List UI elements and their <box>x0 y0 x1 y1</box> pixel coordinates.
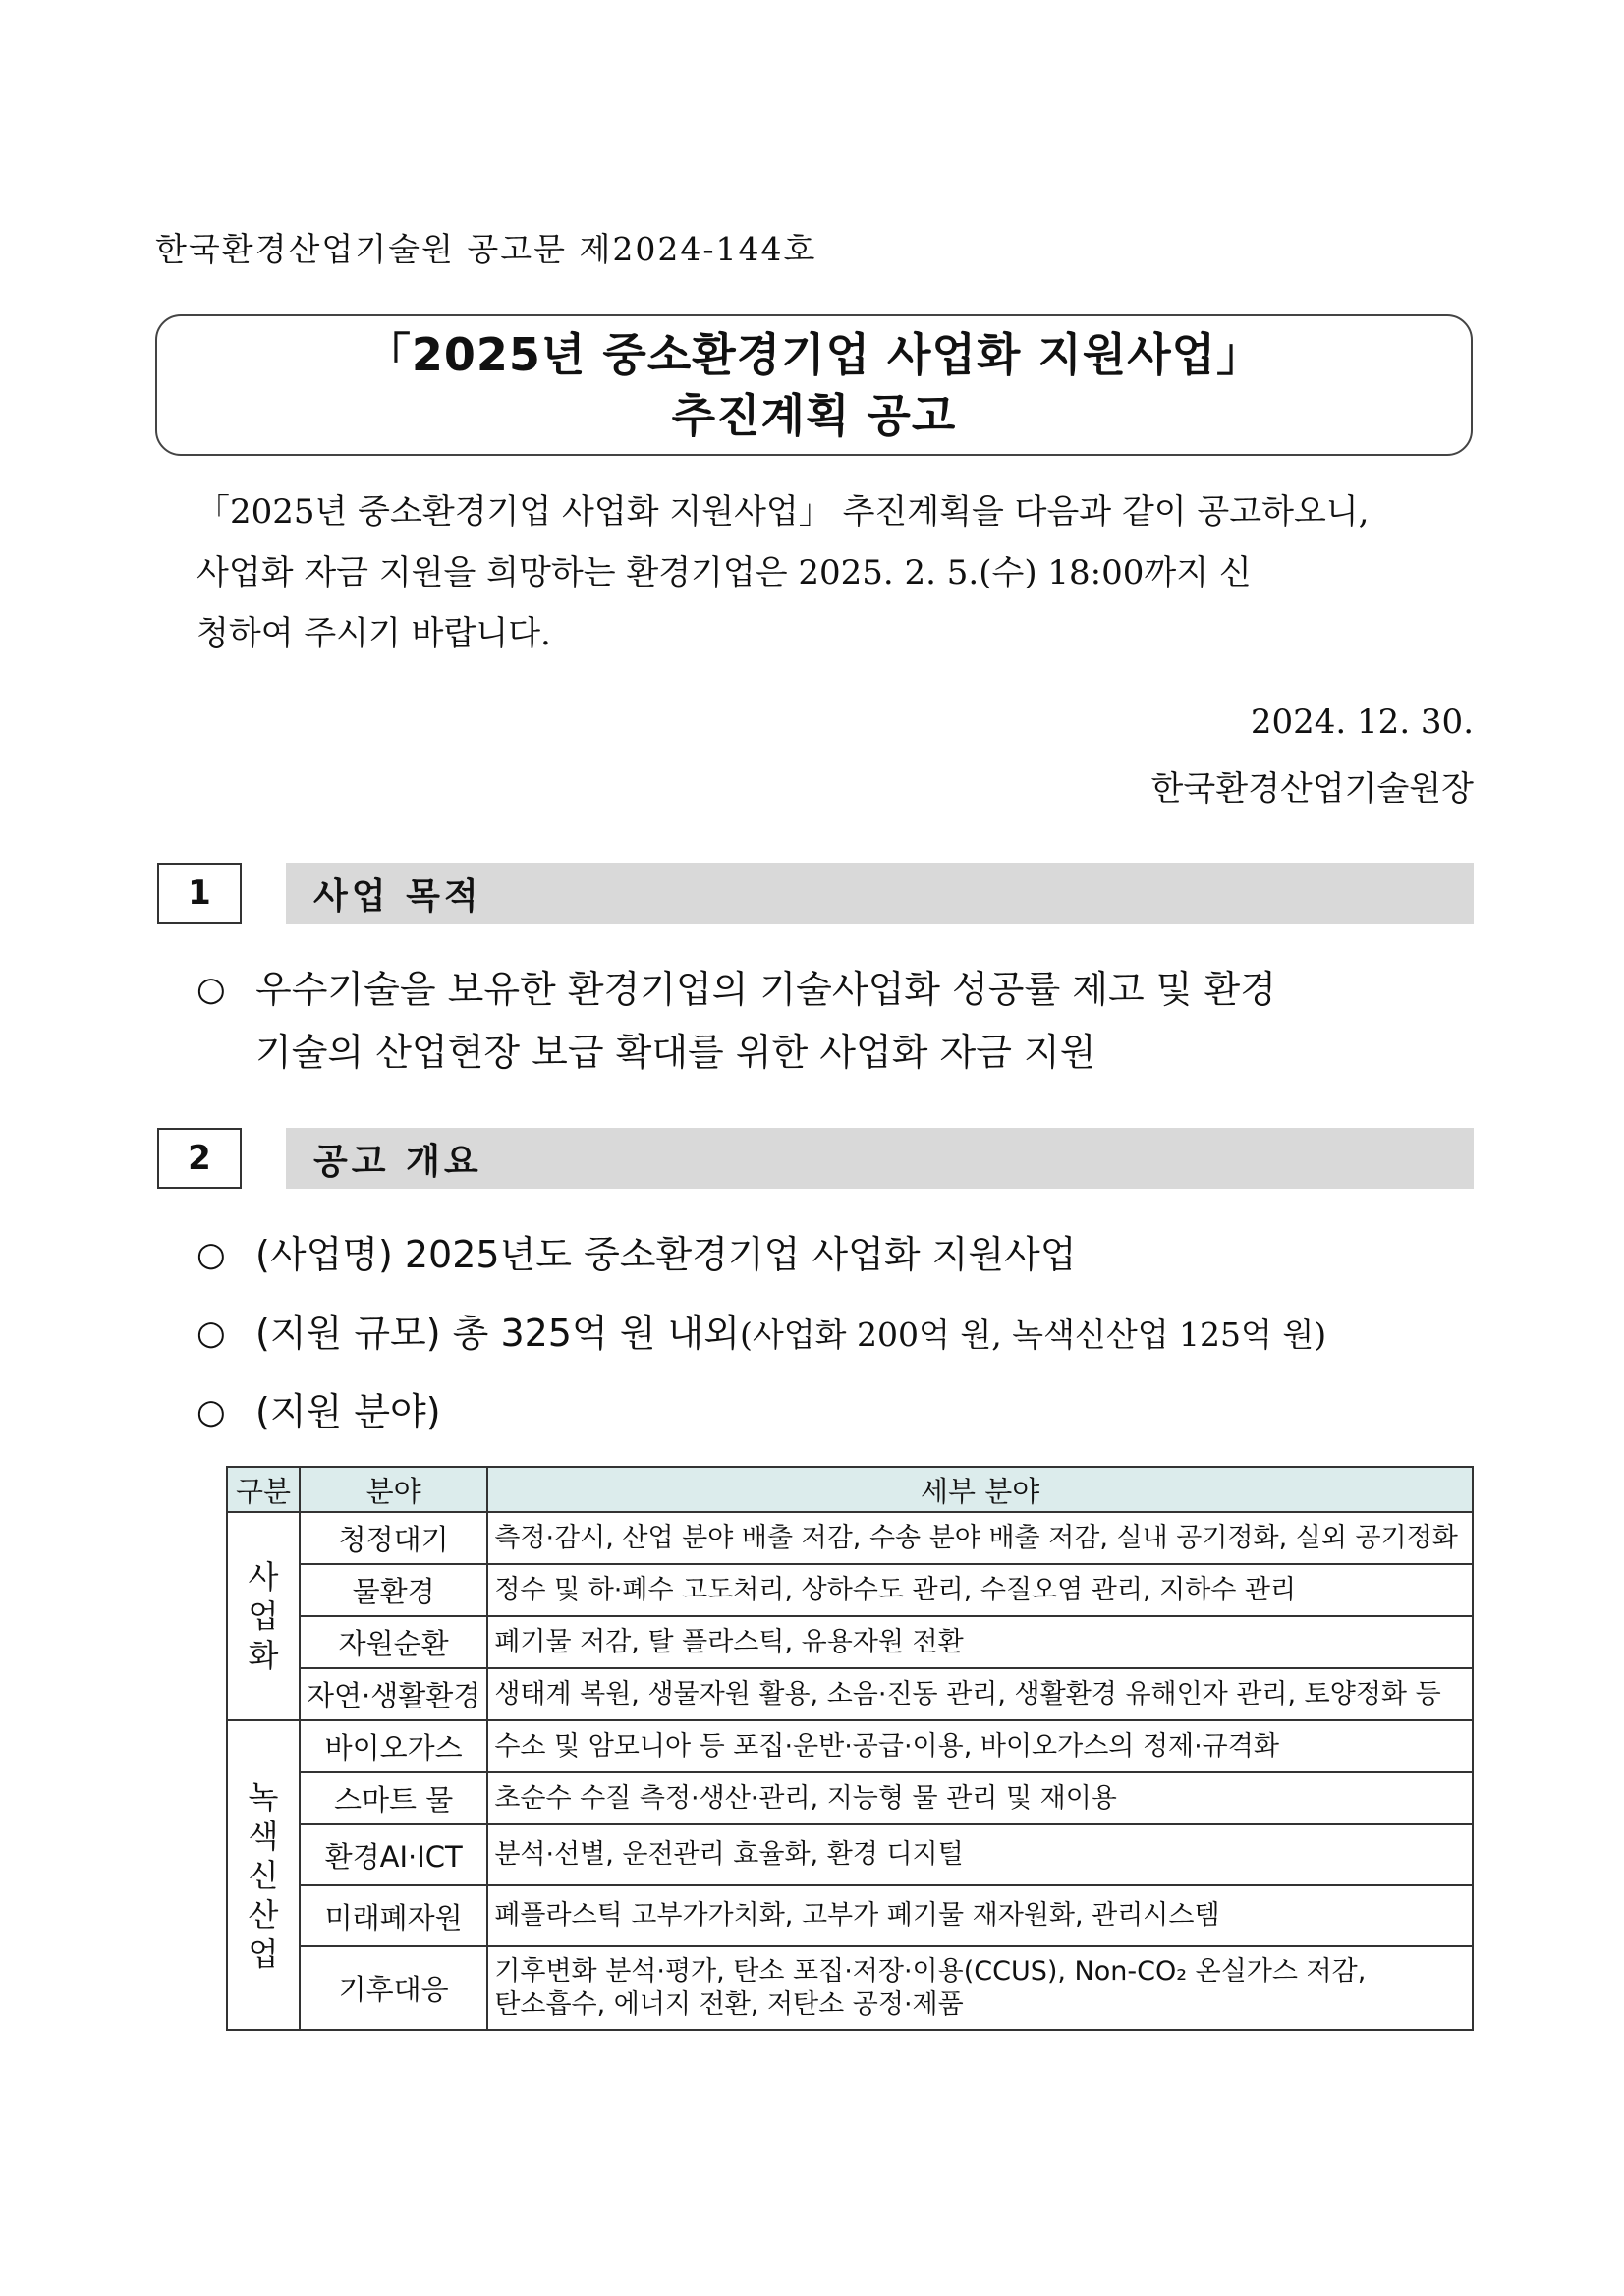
bullet-item <box>196 958 1474 1084</box>
group-char: 산 <box>248 1895 279 1933</box>
section-2-title: 공고 개요 <box>286 1128 1474 1189</box>
field-cell: 기후대응 <box>300 1946 487 2030</box>
table-row <box>227 1885 1473 1946</box>
detail-cell: 생태계 복원, 생물자원 활용, 소음·진동 관리, 생활환경 유해인자 관리, 토양정화 등 <box>487 1668 1473 1720</box>
notice-date: 2024. 12. 30. <box>1250 702 1474 742</box>
group-commercialization <box>227 1512 300 1720</box>
support-scale-note: (사업화 200억 원, 녹색신산업 125억 원) <box>739 1316 1327 1354</box>
detail-cell: 정수 및 하·폐수 고도처리, 상하수도 관리, 수질오염 관리, 지하수 관리 <box>487 1564 1473 1616</box>
section-2-bullets <box>196 1223 1474 1449</box>
support-field-table <box>226 1466 1474 2031</box>
support-field-label: (지원 분야) <box>255 1390 441 1433</box>
detail-line-2: 탄소흡수, 에너지 전환, 저탄소 공정·제품 <box>494 1988 964 2020</box>
purpose-line-2: 기술의 산업현장 보급 확대를 위한 사업화 자금 지원 <box>255 1031 1096 1074</box>
group-char: 색 <box>248 1817 279 1855</box>
support-scale-value: 총 325억 원 내외 <box>452 1312 740 1355</box>
issuer-name: 한국환경산업기술원장 <box>1150 769 1474 809</box>
field-cell: 미래폐자원 <box>300 1885 487 1946</box>
detail-cell: 분석·선별, 운전관리 효율화, 환경 디지털 <box>487 1824 1473 1885</box>
business-name-value: 2025년도 중소환경기업 사업화 지원사업 <box>404 1233 1077 1276</box>
table-row <box>227 1824 1473 1885</box>
field-cell: 청정대기 <box>300 1512 487 1564</box>
group-char: 업 <box>248 1597 279 1635</box>
section-1-number: 1 <box>157 863 242 924</box>
intro-paragraph <box>196 481 1474 664</box>
table-row <box>227 1512 1473 1564</box>
group-char: 녹 <box>248 1777 279 1816</box>
notice-number: 한국환경산업기술원 공고문 제2024-144호 <box>155 230 817 268</box>
purpose-line-1: 우수기술을 보유한 환경기업의 기술사업화 성공률 제고 및 환경 <box>255 968 1276 1011</box>
table-header-row <box>227 1467 1473 1512</box>
title-box <box>155 314 1473 456</box>
bullet-circle-icon: ○ <box>196 1392 226 1431</box>
header-detail: 세부 분야 <box>487 1467 1473 1512</box>
bullet-circle-icon: ○ <box>196 1314 226 1353</box>
detail-cell: 수소 및 암모니아 등 포집·운반·공급·이용, 바이오가스의 정제·규격화 <box>487 1720 1473 1772</box>
detail-line-1: 기후변화 분석·평가, 탄소 포집·저장·이용(CCUS), Non-CO₂ 온실가스 저감, <box>494 1955 1367 1987</box>
detail-cell: 초순수 수질 측정·생산·관리, 지능형 물 관리 및 재이용 <box>487 1772 1473 1824</box>
detail-cell: 폐플라스틱 고부가가치화, 고부가 폐기물 재자원화, 관리시스템 <box>487 1885 1473 1946</box>
detail-cell: 폐기물 저감, 탈 플라스틱, 유용자원 전환 <box>487 1616 1473 1668</box>
detail-cell: 측정·감시, 산업 분야 배출 저감, 수송 분야 배출 저감, 실내 공기정화, 실외 공기정화 <box>487 1512 1473 1564</box>
field-cell: 자연·생활환경 <box>300 1668 487 1720</box>
table-row <box>227 1564 1473 1616</box>
table-row <box>227 1720 1473 1772</box>
group-char: 신 <box>248 1856 279 1894</box>
section-1-title: 사업 목적 <box>286 863 1474 924</box>
intro-line-1: 「2025년 중소환경기업 사업화 지원사업」 추진계획을 다음과 같이 공고하오니, <box>196 492 1370 532</box>
section-2-header <box>157 1128 1474 1191</box>
section-1-bullets <box>196 958 1474 1084</box>
business-name-label: (사업명) <box>255 1233 393 1276</box>
header-field: 분야 <box>300 1467 487 1512</box>
group-char: 화 <box>248 1637 279 1674</box>
header-category: 구분 <box>227 1467 300 1512</box>
table-row <box>227 1772 1473 1824</box>
table-row <box>227 1668 1473 1720</box>
intro-line-3: 청하여 주시기 바랍니다. <box>196 614 551 653</box>
intro-line-2: 사업화 자금 지원을 희망하는 환경기업은 2025. 2. 5.(수) 18:00까지 신 <box>196 553 1252 592</box>
bullet-item <box>196 1223 1474 1302</box>
bullet-circle-icon: ○ <box>196 970 226 1009</box>
field-cell: 물환경 <box>300 1564 487 1616</box>
title-line-2: 추진계획 공고 <box>671 389 957 442</box>
group-char: 사 <box>248 1558 279 1596</box>
field-cell: 환경AI·ICT <box>300 1824 487 1885</box>
group-green-new-industry <box>227 1720 300 2030</box>
field-cell: 자원순환 <box>300 1616 487 1668</box>
title-line-1: 「2025년 중소환경기업 사업화 지원사업」 <box>364 328 1263 381</box>
bullet-circle-icon: ○ <box>196 1235 226 1274</box>
field-cell: 바이오가스 <box>300 1720 487 1772</box>
table-row <box>227 1946 1473 2030</box>
table-row <box>227 1616 1473 1668</box>
detail-cell <box>487 1946 1473 2030</box>
support-scale-label: (지원 규모) <box>255 1312 441 1355</box>
section-1-header <box>157 863 1474 925</box>
section-2-number: 2 <box>157 1128 242 1189</box>
bullet-item <box>196 1380 1474 1449</box>
bullet-item <box>196 1302 1474 1380</box>
group-char: 업 <box>248 1934 279 1973</box>
field-cell: 스마트 물 <box>300 1772 487 1824</box>
